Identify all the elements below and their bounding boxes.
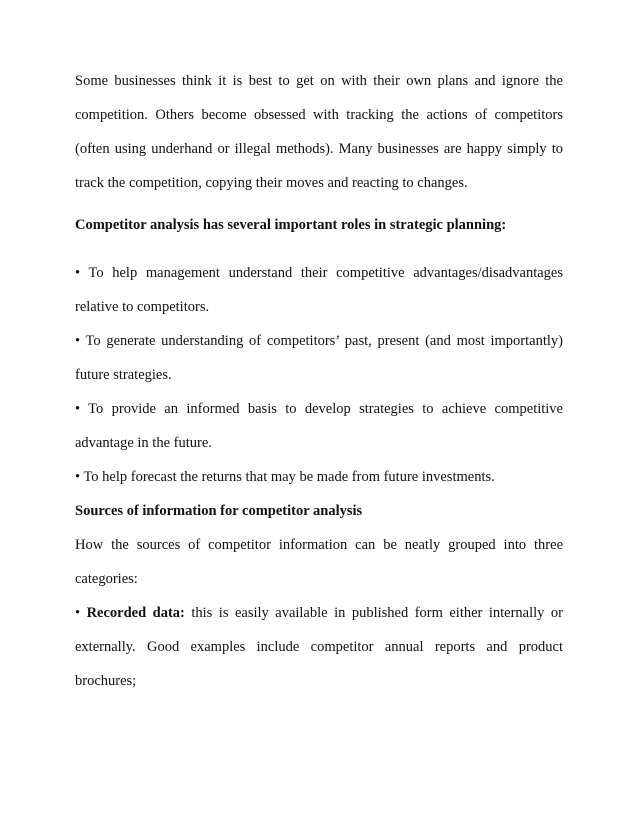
list-item: • To help forecast the returns that may be made from future investments. — [75, 469, 495, 485]
recorded-data-term: Recorded data: — [86, 605, 185, 621]
list-item: • To provide an informed basis to develop strategies to achieve competitive advantage in the future. — [75, 401, 563, 451]
sources-intro: How the sources of competitor information can be neatly grouped into three categories: — [75, 537, 563, 587]
bullet-marker: • — [75, 605, 87, 621]
roles-heading: Competitor analysis has several important roles in strategic planning: — [75, 217, 507, 233]
document-page — [75, 64, 563, 698]
recorded-data-item — [75, 596, 563, 698]
list-item: • To generate understanding of competitors’ past, present (and most importantly) future strategies. — [75, 333, 563, 383]
roles-list — [75, 256, 563, 494]
intro-paragraph: Some businesses think it is best to get on with their own plans and ignore the competition. Others become obsessed with tracking the actions of competitors (often using underhand or illegal methods). Many businesses are happy simply to track the competition, copying their moves and reacting to changes. — [75, 73, 563, 191]
spacer — [75, 242, 563, 256]
sources-heading: Sources of information for competitor analysis — [75, 503, 363, 519]
recorded-data-text: this is easily available in published form either internally or externally. Good examples include competitor annual reports and product brochures; — [75, 605, 563, 689]
spacer — [75, 200, 563, 208]
list-item: • To help management understand their competitive advantages/disadvantages relative to competitors. — [75, 265, 563, 315]
